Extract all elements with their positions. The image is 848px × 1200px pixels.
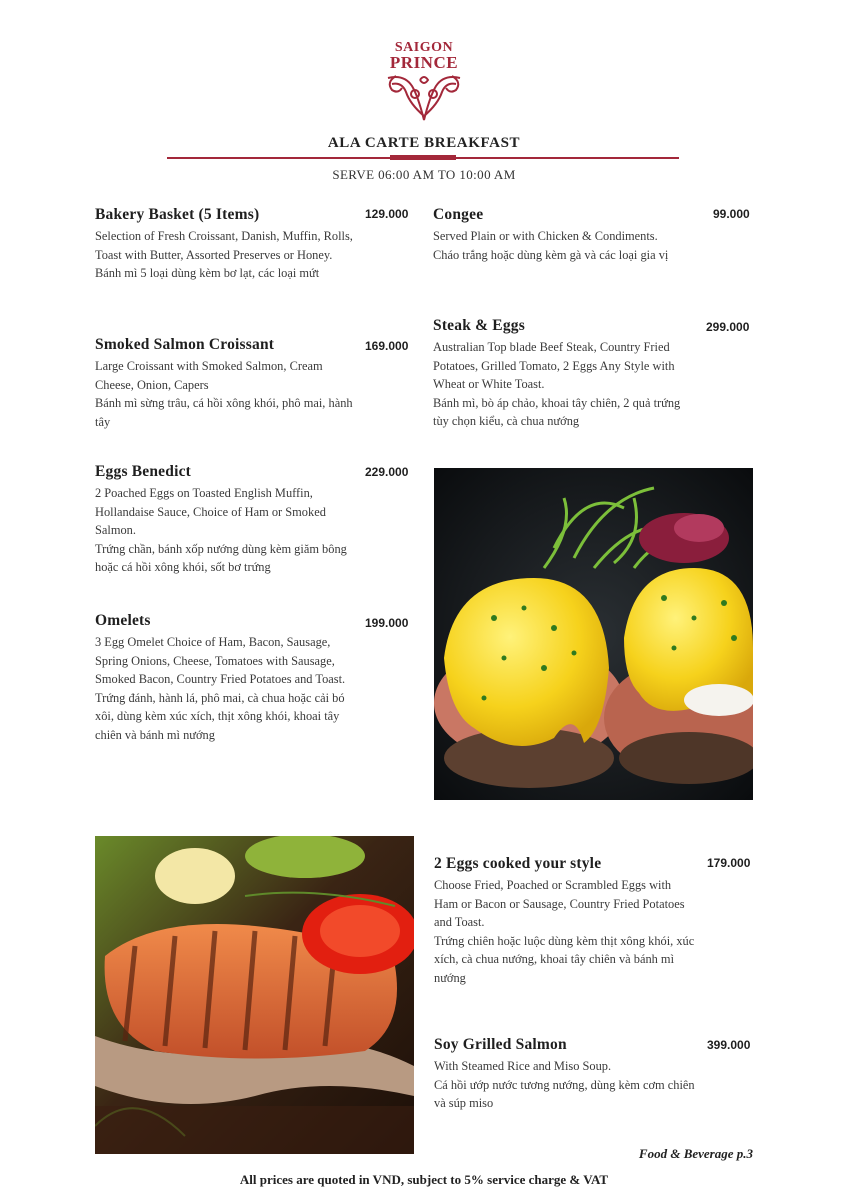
item-price: 399.000 [707,1038,751,1052]
item-description: 3 Egg Omelet Choice of Ham, Bacon, Sausage, Spring Onions, Cheese, Tomatoes with Sausage, Smoked Bacon, Country Fried Potatoes and Toast. [95,635,346,687]
menu-title: ALA CARTE BREAKFAST [327,135,521,151]
item-price: 179.000 [707,856,751,870]
item-price: 229.000 [365,465,409,479]
saigon-prince-logo [376,40,472,126]
item-price: 299.000 [706,320,750,334]
item-description: With Steamed Rice and Miso Soup. [434,1059,612,1073]
item-description: Large Croissant with Smoked Salmon, Cream Cheese, Onion, Capers [95,359,323,392]
item-description-vietnamese: Bánh mì 5 loại dùng kèm bơ lạt, các loại mứt [95,266,320,281]
menu-item-congee [433,206,703,264]
item-name: Steak & Eggs [433,317,525,334]
title-divider-accent [390,155,456,160]
item-description: Choose Fried, Poached or Scrambled Eggs with Ham or Bacon or Sausage, Country Fried Potatoes and Toast. [434,878,685,930]
item-name: Omelets [95,612,151,629]
item-price: 169.000 [365,339,409,353]
item-description: Australian Top blade Beef Steak, Country Fried Potatoes, Grilled Tomato, 2 Eggs Any Style with Wheat or White Toast. [433,340,675,392]
grilled-salmon-photo [95,836,414,1154]
item-name: Congee [433,206,484,223]
item-description-vietnamese: Bánh mì sừng trâu, cá hồi xông khói, phô mai, hành tây [95,396,353,429]
item-name: Bakery Basket (5 Items) [95,206,260,223]
price-disclaimer: All prices are quoted in VND, subject to 5% service charge & VAT [239,1172,609,1187]
item-name: Soy Grilled Salmon [434,1036,567,1053]
item-name: 2 Eggs cooked your style [434,855,602,872]
item-description: Served Plain or with Chicken & Condiments. [433,229,658,243]
menu-item-steak-and-eggs [433,317,695,431]
item-price: 129.000 [365,207,409,221]
menu-item-omelets [95,612,360,745]
item-description-vietnamese: Trứng chần, bánh xốp nướng dùng kèm giăm bông hoặc cá hồi xông khói, sốt bơ trứng [95,541,347,575]
eggs-benedict-photo [434,468,753,800]
logo-line-1: SAIGON [394,40,454,55]
item-description: Selection of Fresh Croissant, Danish, Muffin, Rolls, Toast with Butter, Assorted Preserves or Honey. [95,229,353,262]
item-price: 99.000 [713,207,750,221]
serving-hours: SERVE 06:00 AM TO 10:00 AM [332,167,516,182]
menu-item-bakery-basket [95,206,360,283]
menu-item-soy-grilled-salmon [434,1036,696,1113]
menu-item-2-eggs-your-style [434,855,696,988]
item-description: 2 Poached Eggs on Toasted English Muffin, Hollandaise Sauce, Choice of Ham or Smoked Salmon. [95,486,326,538]
page-number: Food & Beverage p.3 [638,1146,753,1161]
item-name: Smoked Salmon Croissant [95,336,275,353]
item-description-vietnamese: Bánh mì, bò áp chảo, khoai tây chiên, 2 quả trứng tùy chọn kiểu, cà chua nướng [433,395,681,429]
ornament-emblem-icon [382,72,466,124]
item-description-vietnamese: Trứng chiên hoặc luộc dùng kèm thịt xông khói, xúc xích, cà chua nướng, khoai tây chiên và bánh mì nướng [434,933,695,985]
menu-item-eggs-benedict [95,463,360,577]
item-description-vietnamese: Trứng đánh, hành lá, phô mai, cà chua hoặc cải bó xôi, dùng kèm xúc xích, thịt xông khói, khoai tây chiên và bánh mì nướng [95,690,345,742]
item-name: Eggs Benedict [95,463,192,480]
logo-line-2: PRINCE [389,53,459,72]
item-price: 199.000 [365,616,409,630]
item-description-vietnamese: Cá hồi ướp nước tương nướng, dùng kèm cơm chiên và súp miso [434,1077,695,1111]
menu-item-smoked-salmon-croissant [95,336,357,431]
item-description-vietnamese: Cháo trắng hoặc dùng kèm gà và các loại gia vị [433,247,669,262]
